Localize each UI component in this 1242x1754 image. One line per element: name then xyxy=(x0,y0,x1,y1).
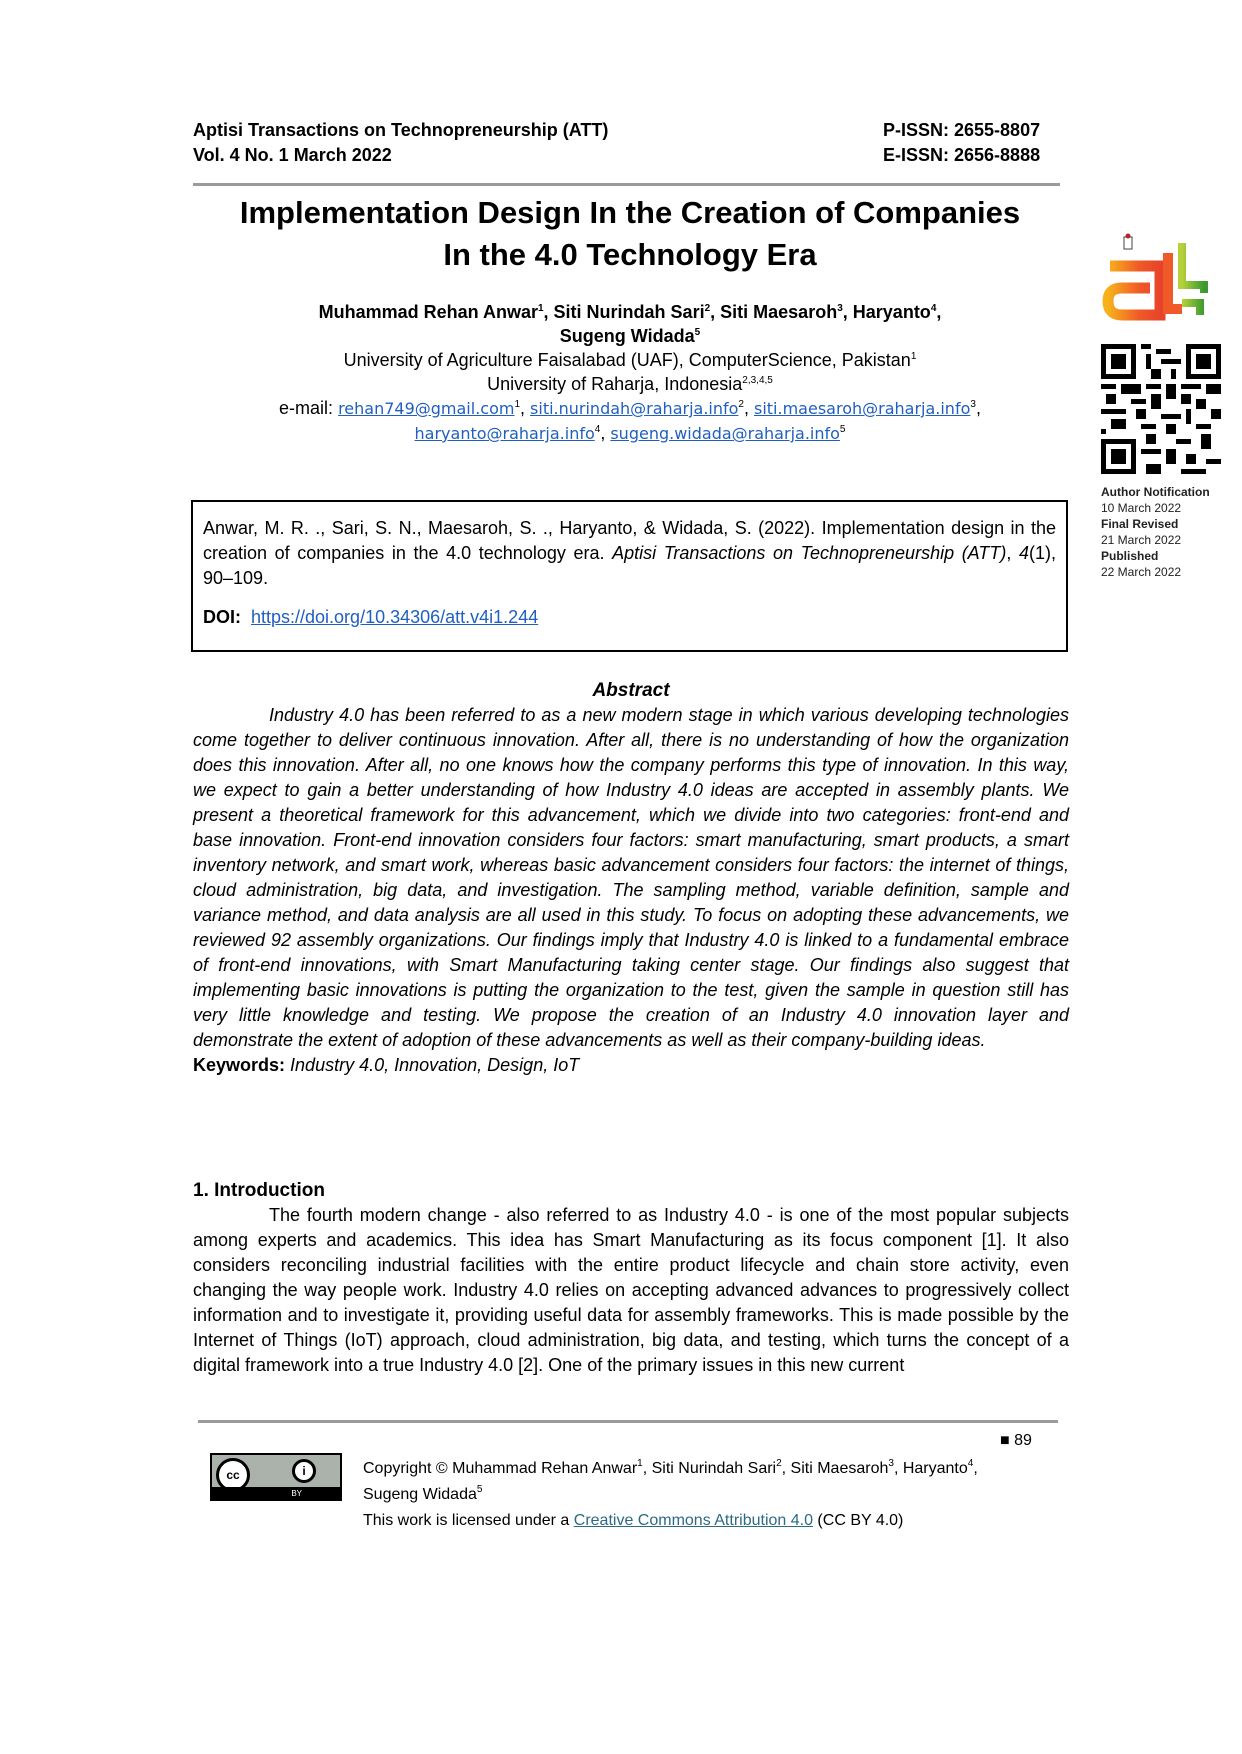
e-issn: E-ISSN: 2656-8888 xyxy=(883,145,1041,165)
license-suffix: (CC BY 4.0) xyxy=(812,1512,904,1529)
abstract-body: Industry 4.0 has been referred to as a new modern stage in which various developing technologies come together to deliver continuous innovation. After all, there is no understanding of how the organization does this innovation. After all, no one knows how the company performs this type of innovation. In this way, we expect to gain a better understanding of how Industry 4.0 ideas are accepted in assembly plants. We present a theoretical framework for this advancement, which we divide into two categories: front-end and base innovation. Front-end innovation considers four factors: smart manufacturing, smart products, a smart inventory network, and smart work, whereas basic advancement considers four factors: the internet of things, cloud administration, big data, and investigation. The sampling method, variable definition, sample and variance method, and data analysis are all used in this study. To focus on adopting these advancements, we reviewed 92 assembly organizations. Our findings imply that Industry 4.0 is linked to a fundamental embrace of front-end innovations, with Smart Manufacturing taking center stage. Our findings also suggest that implementing basic innovations is putting the organization to the test, given the sample in question still has very little knowledge and testing. We propose the creation of an Industry 4.0 innovation layer and demonstrate the extent of adoption of these advancements as well as their company-building ideas. xyxy=(193,705,1069,1050)
affiliation-2 xyxy=(200,372,1060,396)
page-number: ■ 89 xyxy=(1000,1432,1032,1449)
affiliation-1-text: University of Agriculture Faisalabad (UAF), ComputerScience, Pakistan xyxy=(343,350,911,370)
citation-issue: (1), 90–109. xyxy=(203,543,1056,588)
paper-title xyxy=(180,192,1080,276)
by-label: BY xyxy=(291,1489,302,1498)
publication-dates xyxy=(1101,484,1210,580)
citation-journal: Aptisi Transactions on Technopreneurship (ATT) xyxy=(612,543,1007,563)
affiliation-2-text: University of Raharja, Indonesia xyxy=(487,374,743,394)
author-name: Sugeng Widada xyxy=(559,326,695,346)
footer-divider xyxy=(198,1420,1058,1423)
citation-sep: , xyxy=(1006,543,1019,563)
author-sup: 3 xyxy=(837,303,843,314)
email-label: e-mail: xyxy=(279,398,334,418)
email-sup: 4 xyxy=(594,424,601,435)
email-sup: 3 xyxy=(970,399,976,410)
journal-header-right xyxy=(883,118,1040,168)
email-sup: 2 xyxy=(738,399,744,410)
introduction-body: The fourth modern change - also referred to as Industry 4.0 - is one of the most popular subjects among experts and academics. This idea has Smart Manufacturing as its focus component [1]. It also considers reconciling industrial facilities with the entire product lifecycle and chain store activity, even changing the way people work. Industry 4.0 relies on accepting advanced advances to progressively collect information and to investigate it, providing useful data for assembly frameworks. This is made possible by the Internet of Things (IoT) approach, cloud administration, big data, and testing, which turns the concept of a digital framework into a true Industry 4.0 [2]. One of the primary issues in this new current xyxy=(193,1205,1069,1375)
copyright-prefix: Copyright © xyxy=(363,1460,453,1477)
qr-code xyxy=(1101,344,1221,474)
author-name: Siti Nurindah Sari xyxy=(553,302,705,322)
author-notification-label: Author Notification xyxy=(1101,485,1210,499)
paper-title-line2: In the 4.0 Technology Era xyxy=(443,237,817,272)
keywords-list: Industry 4.0, Innovation, Design, IoT xyxy=(290,1055,580,1075)
qr-code-icon xyxy=(1101,344,1221,474)
email-link[interactable]: haryanto@raharja.info xyxy=(414,424,595,443)
introduction-section xyxy=(193,1178,1069,1378)
citation-plain: Anwar, M. R. ., Sari, S. N., Maesaroh, S. ., Haryanto, & Widada, S. (2022). Implementation design in the creation of companies in the 4.0 technology era. xyxy=(203,518,1056,563)
author-name: Haryanto xyxy=(852,302,931,322)
author-sup: 1 xyxy=(537,303,544,314)
email-link[interactable]: rehan749@gmail.com xyxy=(338,399,515,418)
doi-label: DOI: xyxy=(203,607,241,627)
license-prefix: This work is licensed under a xyxy=(363,1512,574,1529)
copyright-author: Sugeng Widada xyxy=(363,1486,477,1503)
keywords-label: Keywords: xyxy=(193,1055,286,1075)
published-label: Published xyxy=(1101,549,1159,563)
license-line xyxy=(363,1508,1103,1534)
cc-badge-bar xyxy=(212,1487,340,1499)
published-date: 22 March 2022 xyxy=(1101,565,1182,579)
license-link[interactable]: Creative Commons Attribution 4.0 xyxy=(573,1512,813,1529)
cc-by-badge[interactable] xyxy=(210,1453,342,1501)
email-link[interactable]: sugeng.widada@raharja.info xyxy=(610,424,840,443)
abstract-section xyxy=(193,678,1069,1078)
author-sup: 4 xyxy=(930,303,937,314)
author-notification-date: 10 March 2022 xyxy=(1101,501,1182,515)
citation-box xyxy=(191,500,1068,652)
author-block xyxy=(200,300,1060,446)
keywords-line xyxy=(193,1053,1069,1078)
author-names: Muhammad Rehan Anwar$^1$, Siti Nurindah Sari$^2$, Siti Maesaroh$^3$, Haryanto$^4$, Sugeng Widada$^5$ xyxy=(318,302,942,346)
att-logo-icon xyxy=(1100,233,1220,328)
affiliation-1-sup: 1 xyxy=(910,351,917,362)
copyright-sup: 3 xyxy=(888,1458,894,1469)
copyright-sup: 2 xyxy=(776,1458,782,1469)
doi-link[interactable]: https://doi.org/10.34306/att.v4i1.244 xyxy=(251,607,539,627)
affiliation-2-sup: 2,3,4,5 xyxy=(742,375,773,386)
email-line: e-mail: rehan749@gmail.com$^1$, siti.nurindah@raharja.info$^2$, siti.maesaroh@raharja.info$^3$, haryanto@raharja.info$^4$, sugeng.widada@raharja.info$^5$ xyxy=(279,398,981,443)
final-revised-label: Final Revised xyxy=(1101,517,1179,531)
copyright-sup: 1 xyxy=(637,1458,643,1469)
p-issn: P-ISSN: 2655-8807 xyxy=(883,120,1041,140)
email-sup: 5 xyxy=(839,424,846,435)
email-link[interactable]: siti.maesaroh@raharja.info xyxy=(754,399,971,418)
copyright-sup: 5 xyxy=(476,1484,483,1495)
author-name: Siti Maesaroh xyxy=(720,302,838,322)
introduction-heading: 1. Introduction xyxy=(193,1180,325,1201)
affiliation-1 xyxy=(200,348,1060,372)
copyright-line: Copyright © Muhammad Rehan Anwar$^1$, Siti Nurindah Sari$^2$, Siti Maesaroh$^3$, Haryanto$^4$, Sugeng Widada$^5$ xyxy=(363,1458,978,1503)
journal-volume: Vol. 4 No. 1 March 2022 xyxy=(193,145,392,165)
att-logo xyxy=(1100,233,1220,328)
paper-title-line1: Implementation Design In the Creation of Companies xyxy=(239,195,1021,230)
cc-icon: cc xyxy=(216,1458,250,1492)
email-sup: 1 xyxy=(514,399,521,410)
header-divider xyxy=(193,183,1060,186)
copyright-author: Haryanto xyxy=(902,1460,968,1477)
copyright-sup: 4 xyxy=(967,1458,974,1469)
author-sup: 2 xyxy=(704,303,711,314)
journal-header-left xyxy=(193,118,608,168)
journal-name: Aptisi Transactions on Technopreneurship (ATT) xyxy=(193,120,609,140)
final-revised-date: 21 March 2022 xyxy=(1101,533,1182,547)
copyright-author: Siti Maesaroh xyxy=(790,1460,889,1477)
copyright-block xyxy=(363,1456,1103,1534)
abstract-heading: Abstract xyxy=(592,680,670,701)
author-name: Muhammad Rehan Anwar xyxy=(318,302,538,322)
doi-line xyxy=(203,605,1056,630)
copyright-author: Muhammad Rehan Anwar xyxy=(452,1460,638,1477)
author-sup: 5 xyxy=(694,327,701,338)
citation-volume: 4 xyxy=(1018,543,1029,563)
email-link[interactable]: siti.nurindah@raharja.info xyxy=(530,399,739,418)
attribution-person-icon: i xyxy=(292,1459,316,1483)
copyright-author: Siti Nurindah Sari xyxy=(651,1460,777,1477)
citation-text xyxy=(203,516,1056,591)
